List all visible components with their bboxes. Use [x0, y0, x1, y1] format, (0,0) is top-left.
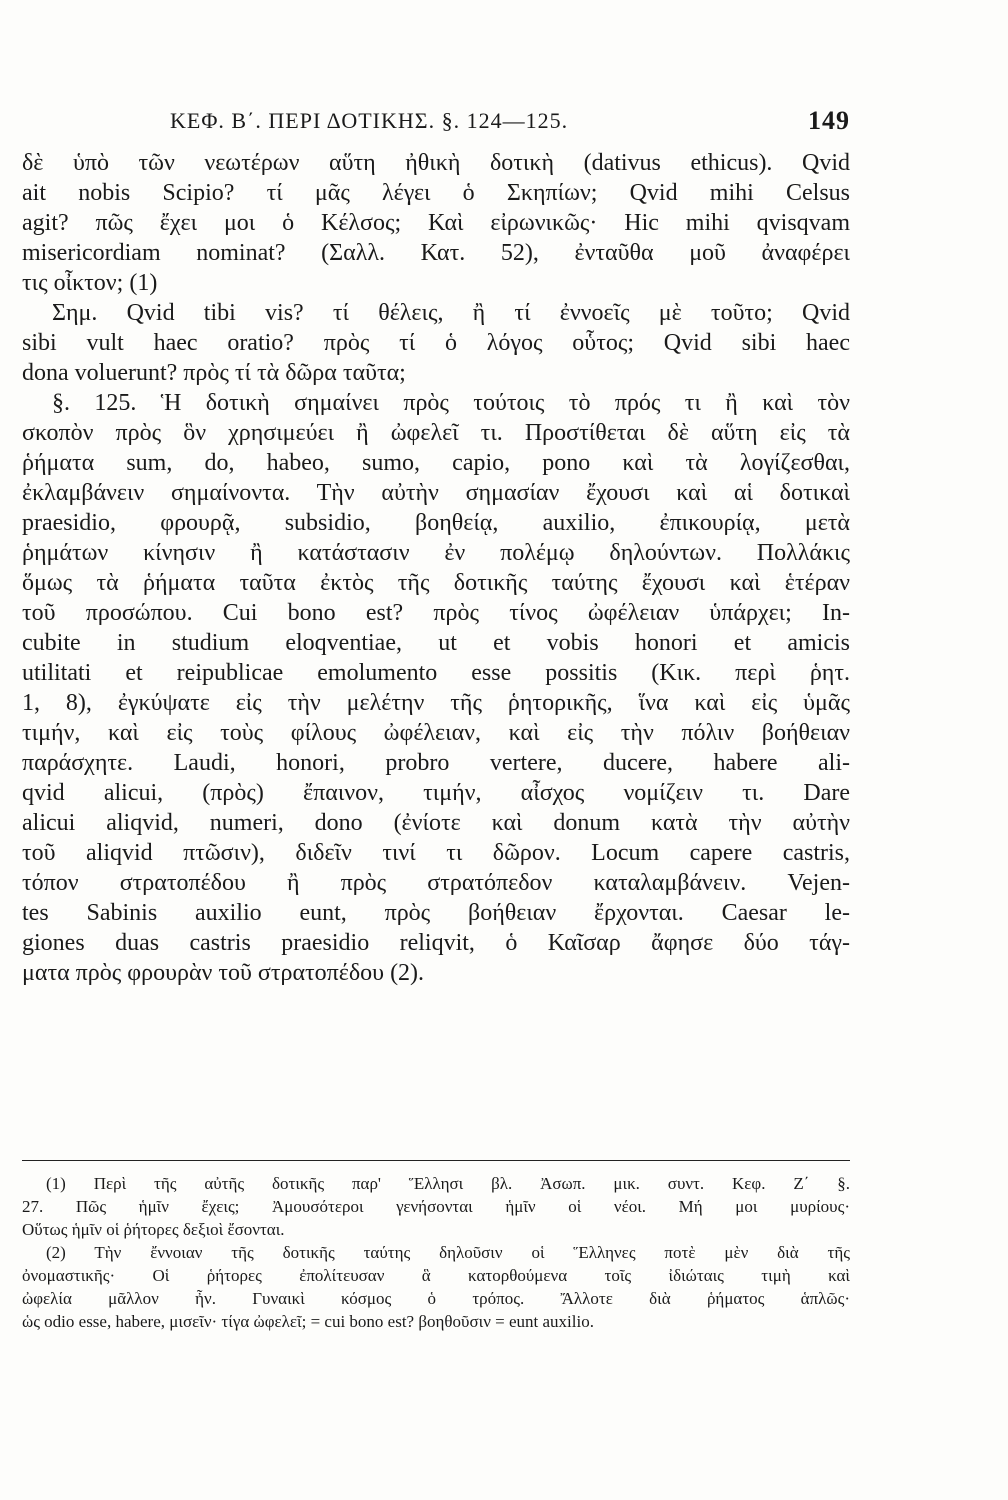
text-line: praesidio, φρουρᾷ, subsidio, βοηθείᾳ, auxilio, ἐπικουρίᾳ, μετὰ: [22, 510, 850, 536]
text-line: τοῦ προσώπου. Cui bono est? πρὸς τίνος ὠφέλειαν ὑπάρχει; In-: [22, 600, 850, 626]
text-line: σκοπὸν πρὸς ὃν χρησιμεύει ἢ ὠφελεῖ τι. Προστίθεται δὲ αὕτη εἰς τὰ: [22, 420, 850, 446]
text-line: Σημ. Qvid tibi vis? τί θέλεις, ἢ τί ἐννοεῖς μὲ τοῦτο; Qvid: [52, 300, 850, 326]
text-line: misericordiam nominat? (Σαλλ. Κατ. 52), ἐνταῦθα μοῦ ἀναφέρει: [22, 240, 850, 266]
text-line: ἐκλαμβάνειν σημαίνοντα. Τὴν αὐτὴν σημασίαν ἔχουσι καὶ αἱ δοτικαὶ: [22, 480, 850, 506]
text-line: παράσχητε. Laudi, honori, probro vertere, ducere, habere ali-: [22, 750, 850, 776]
footnote-line: ὡς odio esse, habere, μισεῖν· τίγα ὠφελεῖ; = cui bono est? βοηθοῦσιν = eunt auxilio.: [22, 1312, 594, 1331]
text-line: sibi vult haec oratio? πρὸς τί ὁ λόγος οὗτος; Qvid sibi haec: [22, 330, 850, 356]
text-line: ὅμως τὰ ῥήματα ταῦτα ἐκτὸς τῆς δοτικῆς ταύτης ἔχουσι καὶ ἑτέραν: [22, 570, 850, 596]
text-line: cubite in studium eloqventiae, ut et vobis honori et amicis: [22, 630, 850, 656]
footnote-line: Οὕτως ἡμῖν οἱ ῥήτορες δεξιοὶ ἔσονται.: [22, 1220, 285, 1239]
text-line: agit? πῶς ἔχει μοι ὁ Κέλσος; Καὶ εἰρωνικῶς· Hic mihi qvisqvam: [22, 210, 850, 236]
page-number: 149: [808, 106, 850, 135]
text-line: τις οἶκτον; (1): [22, 270, 158, 296]
text-line: qvid alicui, (πρὸς) ἔπαινον, τιμήν, αἶσχος νομίζειν τι. Dare: [22, 780, 850, 806]
footnotes: [22, 1172, 850, 1333]
text-line: utilitati et reipublicae emolumento esse possitis (Κικ. περὶ ῥητ.: [22, 660, 850, 686]
footnote-line: ὀνομαστικῆς· Οἱ ῥήτορες ἐπολίτευσαν ἃ κατορθούμενα τοῖς ἰδιώταις τιμὴ καὶ: [22, 1266, 850, 1285]
footnote-line: 27. Πῶς ἡμῖν ἔχεις; Ἀμουσότεροι γενήσονται ἡμῖν οἱ νέοι. Μή μοι μυρίους·: [22, 1197, 850, 1216]
text-line: ῥήματα sum, do, habeo, sumo, capio, pono καὶ τὰ λογίζεσθαι,: [22, 450, 850, 476]
text-line: 1, 8), ἐγκύψατε εἰς τὴν μελέτην τῆς ῥητορικῆς, ἵνα καὶ εἰς ὑμᾶς: [22, 690, 850, 716]
text-line: ματα πρὸς φρουρὰν τοῦ στρατοπέδου (2).: [22, 960, 425, 986]
text-line: τοῦ aliqvid πτῶσιν), διδεῖν τινί τι δῶρον. Locum capere castris,: [22, 840, 850, 866]
running-head: ΚΕΦ. Β΄. ΠΕΡΙ ΔΟΤΙΚΗΣ. §. 124—125.: [170, 108, 569, 133]
text-line: τόπον στρατοπέδου ἢ πρὸς στρατόπεδον καταλαμβάνειν. Vejen-: [22, 870, 850, 896]
main-text: [22, 148, 850, 988]
text-line: giones duas castris praesidio reliqvit, ὁ Καῖσαρ ἄφησε δύο τάγ-: [22, 930, 850, 956]
footnote-divider: [22, 1160, 850, 1161]
page-header: [170, 108, 850, 144]
text-line: dona voluerunt? πρὸς τί τὰ δῶρα ταῦτα;: [22, 360, 406, 386]
text-line: alicui aliqvid, numeri, dono (ἐνίοτε καὶ donum κατὰ τὴν αὐτὴν: [22, 810, 850, 836]
footnote-line: (2) Τὴν ἔννοιαν τῆς δοτικῆς ταύτης δηλοῦσιν οἱ Ἕλληνες ποτὲ μὲν διὰ τῆς: [46, 1243, 850, 1262]
footnote-line: ὠφελία μᾶλλον ἦν. Γυναικὶ κόσμος ὁ τρόπος. Ἄλλοτε διὰ ῥήματος ἁπλῶς·: [22, 1289, 850, 1308]
text-line: δὲ ὑπὸ τῶν νεωτέρων αὕτη ἠθικὴ δοτικὴ (dativus ethicus). Qvid: [22, 150, 850, 176]
text-line: tes Sabinis auxilio eunt, πρὸς βοήθειαν ἔρχονται. Caesar le-: [22, 900, 850, 926]
text-line: ait nobis Scipio? τί μᾶς λέγει ὁ Σκηπίων; Qvid mihi Celsus: [22, 180, 850, 206]
footnote-line: (1) Περὶ τῆς αὐτῆς δοτικῆς παρ' Ἕλλησι βλ. Ἀσωπ. μικ. συντ. Κεφ. Ζ΄ §.: [46, 1174, 850, 1193]
text-line: ῥημάτων κίνησιν ἢ κατάστασιν ἐν πολέμῳ δηλούντων. Πολλάκις: [22, 540, 850, 566]
text-line: τιμήν, καὶ εἰς τοὺς φίλους ὠφέλειαν, καὶ εἰς τὴν πόλιν βοήθειαν: [22, 720, 850, 746]
text-line: §. 125. Ἡ δοτικὴ σημαίνει πρὸς τούτοις τὸ πρός τι ἢ καὶ τὸν: [52, 390, 850, 416]
